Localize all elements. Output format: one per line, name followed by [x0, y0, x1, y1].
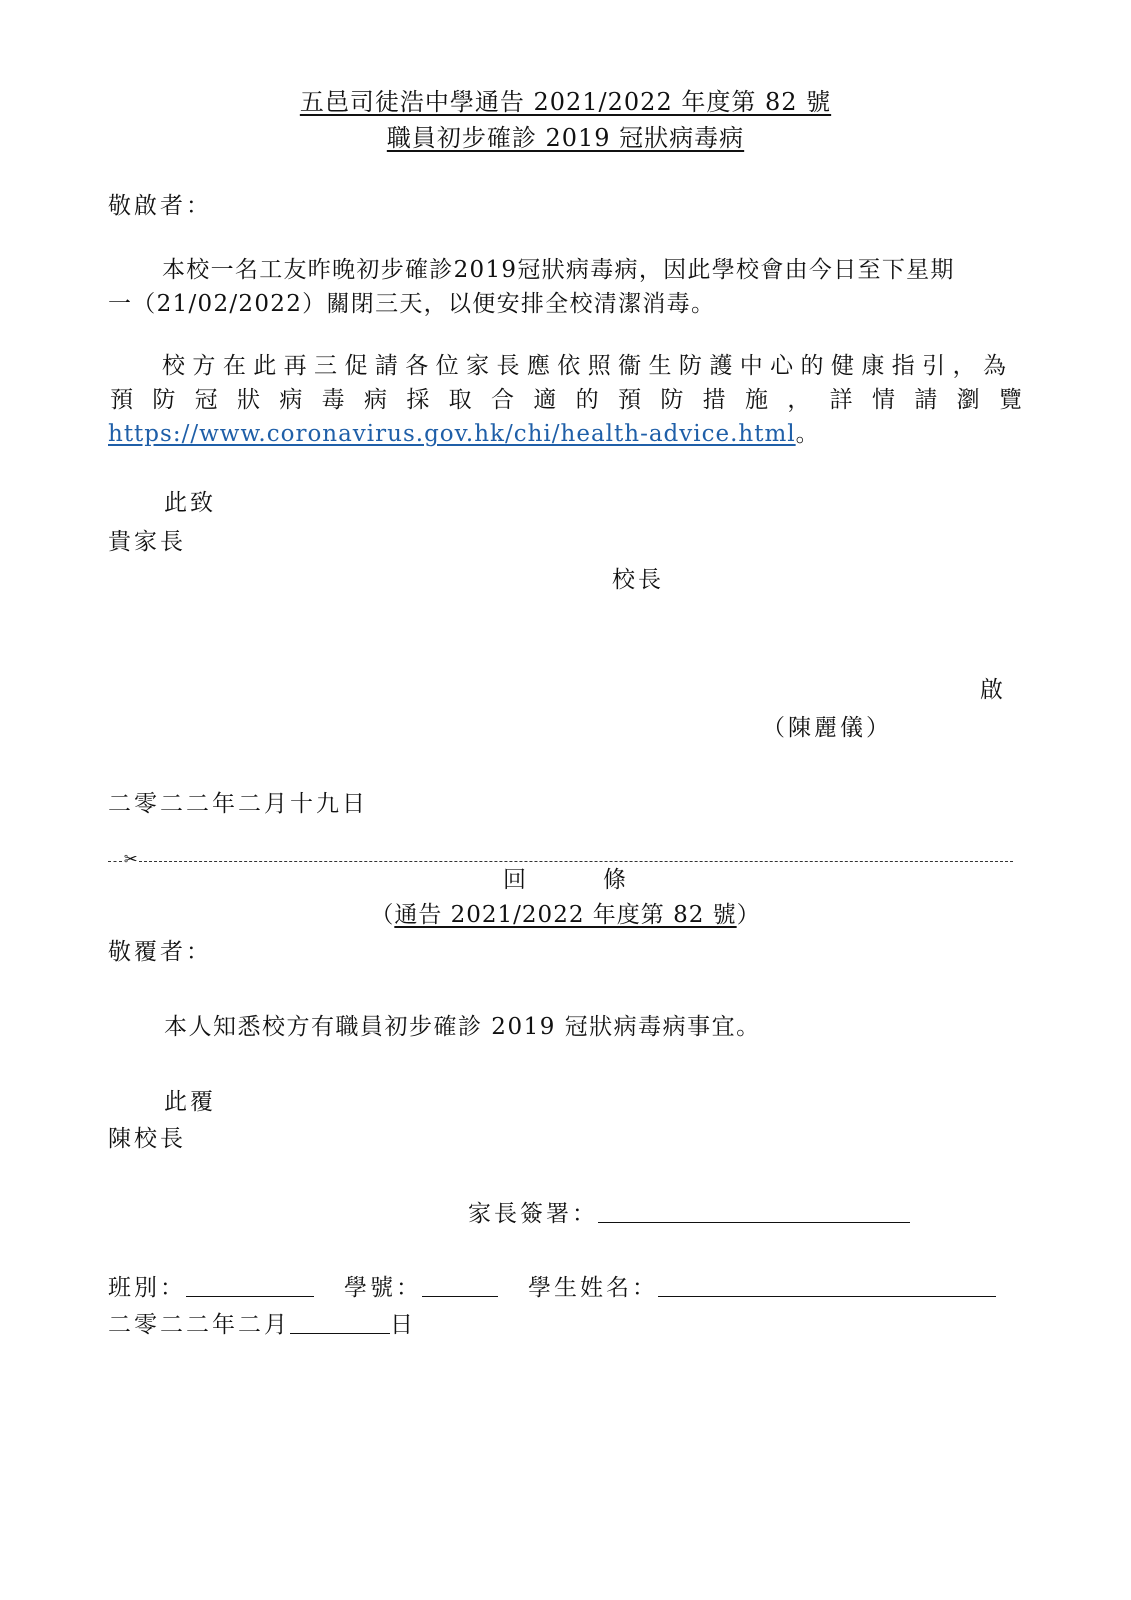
reply-ref-text: 通告 2021/2022 年度第 82 號 — [394, 902, 737, 928]
health-advice-link[interactable]: https://www.coronavirus.gov.hk/chi/health-advice.html — [108, 421, 796, 447]
notice-date: 二零二二年二月十九日 — [108, 791, 368, 817]
closing: 此致 — [164, 490, 216, 516]
reply-reference — [0, 901, 1131, 929]
number-field[interactable] — [422, 1272, 498, 1297]
notice-subtitle — [0, 124, 1131, 152]
reply-body: 本人知悉校方有職員初步確診 2019 冠狀病毒病事宜。 — [164, 1014, 761, 1040]
reply-closing: 此覆 — [164, 1089, 216, 1115]
signer-name: （陳麗儀） — [762, 715, 892, 741]
cut-line-dash — [139, 861, 1013, 862]
ref-open-paren: （ — [370, 902, 395, 928]
para2-line1: 校方在此再三促請各位家長應依照衞生防護中心的健康指引，為 — [162, 353, 1008, 379]
reply-title: 回 條 — [503, 867, 628, 893]
student-name-label: 學生姓名： — [528, 1275, 658, 1301]
reply-date-row — [108, 1309, 416, 1339]
para2-line3 — [108, 420, 819, 448]
class-label: 班別： — [108, 1275, 186, 1301]
salutation: 敬啟者： — [108, 193, 212, 219]
scissors-icon: ✂ — [124, 847, 138, 872]
notice-title-line2: 職員初步確診 2019 冠狀病毒病 — [386, 124, 745, 152]
signature-label: 家長簽署： — [468, 1201, 598, 1227]
recipient: 貴家長 — [108, 529, 186, 555]
date-prefix: 二零二二年二月 — [108, 1312, 290, 1338]
notice-title-line1: 五邑司徒浩中學通告 2021/2022 年度第 82 號 — [299, 88, 832, 116]
student-name-row — [528, 1272, 996, 1302]
notice-title — [0, 88, 1131, 116]
parent-signature-row — [468, 1198, 910, 1228]
para2-line2: 預防冠狀病毒病採取合適的預防措施，詳情請瀏覽 — [110, 387, 1024, 413]
student-info-row — [108, 1272, 314, 1302]
date-day-field[interactable] — [290, 1309, 390, 1334]
para1-line1: 本校一名工友昨晚初步確診2019冠狀病毒病，因此學校會由今日至下星期 — [162, 257, 955, 283]
date-suffix: 日 — [390, 1312, 416, 1338]
reply-salutation: 敬覆者： — [108, 939, 212, 965]
ref-close-paren: ） — [736, 902, 761, 928]
number-label: 學號： — [344, 1275, 422, 1301]
para1-line2: 一（21/02/2022）關閉三天，以便安排全校清潔消毒。 — [108, 291, 716, 317]
class-field[interactable] — [186, 1272, 314, 1297]
reply-recipient: 陳校長 — [108, 1126, 186, 1152]
signer-qi: 啟 — [980, 677, 1006, 703]
cut-line-dash-start — [108, 861, 122, 862]
student-number-row — [344, 1272, 498, 1302]
student-name-field[interactable] — [658, 1272, 996, 1297]
signer-title: 校長 — [612, 567, 664, 593]
link-suffix: 。 — [795, 421, 819, 447]
signature-field[interactable] — [598, 1198, 910, 1223]
